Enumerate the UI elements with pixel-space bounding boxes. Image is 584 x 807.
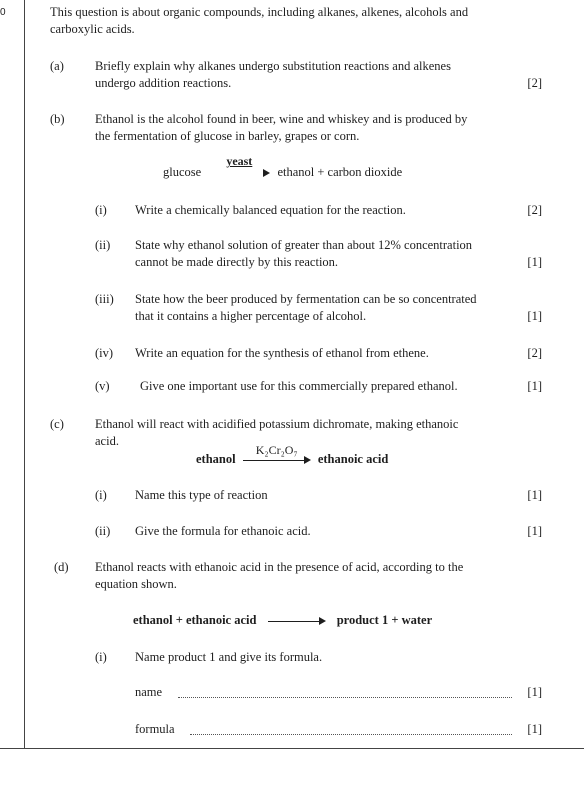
- part-a-line-1: Briefly explain why alkanes undergo substitution reactions and alkenes: [95, 59, 451, 73]
- c-i-text: Name this type of reaction: [135, 488, 268, 502]
- part-c-label: (c): [50, 417, 64, 431]
- b-iv-text: Write an equation for the synthesis of ethanol from ethene.: [135, 346, 429, 360]
- b-iii-line-2: that it contains a higher percentage of alcohol.: [135, 309, 367, 323]
- b-iv-label: (iv): [95, 346, 114, 360]
- formula-mark: [1]: [527, 722, 542, 736]
- equation-glucose: glucose: [163, 165, 202, 179]
- arrow-head: [304, 456, 311, 464]
- part-d-line-2: equation shown.: [95, 577, 177, 591]
- b-i-text: Write a chemically balanced equation for the reaction.: [135, 203, 406, 217]
- c-i-label: (i): [95, 488, 107, 502]
- bottom-rule: [0, 748, 584, 749]
- b-ii-label: (ii): [95, 238, 111, 252]
- c-ii-label: (ii): [95, 524, 111, 538]
- c-ii-text: Give the formula for ethanoic acid.: [135, 524, 311, 538]
- name-mark: [1]: [527, 685, 542, 699]
- b-i-mark: [2]: [527, 203, 542, 217]
- b-ii-line-2: cannot be made directly by this reaction.: [135, 255, 339, 269]
- question-number: 0: [0, 7, 6, 18]
- b-iv-mark: [2]: [527, 346, 542, 360]
- name-label: name: [135, 685, 163, 699]
- b-ii-line-1: State why ethanol solution of greater than about 12% concentration: [135, 238, 473, 252]
- formula-label: formula: [135, 722, 175, 736]
- left-margin-rule: [24, 0, 25, 748]
- d-i-text: Name product 1 and give its formula.: [135, 650, 323, 664]
- part-b-line-1: Ethanol is the alcohol found in beer, wine and whiskey and is produced by: [95, 112, 468, 126]
- equation-ethanol: ethanol: [196, 452, 236, 466]
- equation-products: ethanol + carbon dioxide: [277, 165, 403, 179]
- b-i-label: (i): [95, 203, 107, 217]
- equation-condition-yeast: yeast: [226, 154, 253, 169]
- c-ii-mark: [1]: [527, 524, 542, 538]
- equation-reactants: ethanol + ethanoic acid: [133, 613, 257, 627]
- d-i-label: (i): [95, 650, 107, 664]
- b-v-text: Give one important use for this commercially prepared ethanol.: [140, 379, 458, 393]
- equation-arrow: [208, 154, 270, 178]
- equation-ethanoic-acid: ethanoic acid: [317, 452, 389, 466]
- intro-line-2: carboxylic acids.: [50, 22, 135, 36]
- part-a-label: (a): [50, 59, 64, 73]
- fermentation-equation: [163, 154, 403, 181]
- b-v-label: (v): [95, 379, 110, 393]
- b-v-mark: [1]: [527, 379, 542, 393]
- esterification-equation: [133, 612, 432, 629]
- name-answer-line[interactable]: [178, 697, 512, 698]
- part-a-mark: [2]: [527, 76, 542, 90]
- arrow-line: [243, 460, 305, 461]
- arrow-line: [268, 621, 320, 622]
- part-a-line-2: undergo addition reactions.: [95, 76, 232, 90]
- equation-reagent-dichromate: K₂Cr₂O₇: [255, 443, 298, 458]
- part-b-label: (b): [50, 112, 65, 126]
- arrow-head: [319, 617, 326, 625]
- part-d-label: (d): [54, 560, 69, 574]
- esterification-arrow: [268, 616, 326, 626]
- part-b-line-2: the fermentation of glucose in barley, grapes or corn.: [95, 129, 360, 143]
- part-c-line-1: Ethanol will react with acidified potassium dichromate, making ethanoic: [95, 417, 459, 431]
- part-d-line-1: Ethanol reacts with ethanoic acid in the presence of acid, according to the: [95, 560, 464, 574]
- equation-products: product 1 + water: [336, 613, 433, 627]
- c-i-mark: [1]: [527, 488, 542, 502]
- b-iii-label: (iii): [95, 292, 114, 306]
- b-iii-line-1: State how the beer produced by fermentation can be so concentrated: [135, 292, 477, 306]
- b-iii-mark: [1]: [527, 309, 542, 323]
- formula-answer-line[interactable]: [190, 734, 512, 735]
- oxidation-arrow: [243, 443, 311, 465]
- arrow-head: [263, 169, 270, 177]
- part-c-line-2: acid.: [95, 434, 119, 448]
- oxidation-equation: [196, 443, 389, 468]
- intro-line-1: This question is about organic compounds, including alkanes, alkenes, alcohols and: [50, 5, 469, 19]
- b-ii-mark: [1]: [527, 255, 542, 269]
